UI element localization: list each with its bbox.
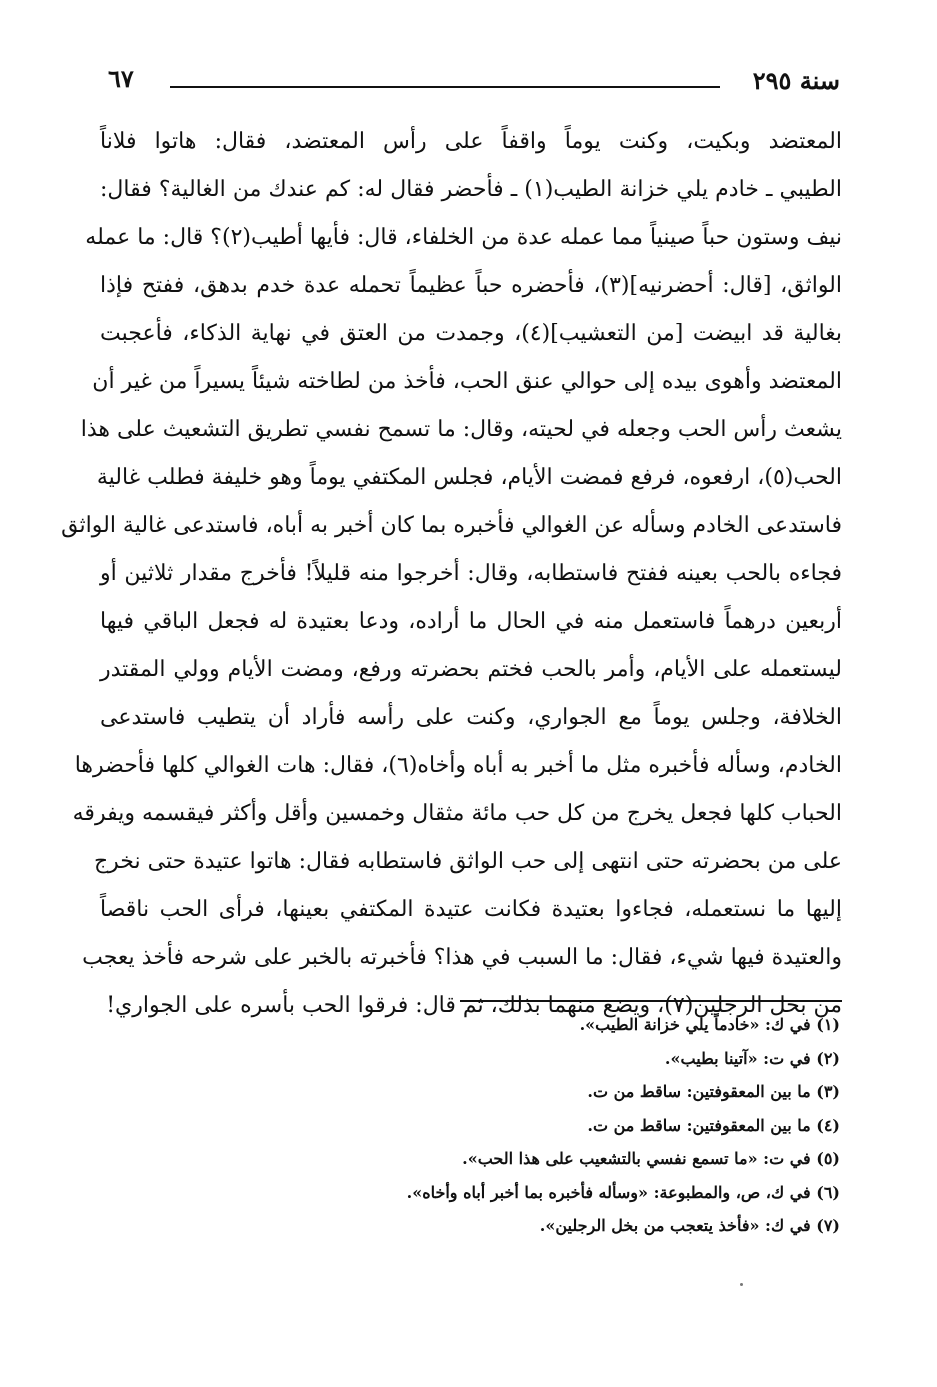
body-line: فاستدعى الخادم وسأله عن الغوالي فأخبره بما كان أخبر به أباه، فاستدعى غالية الواثق [61,513,842,538]
footnote: (١) في ك: «خادماً يلي خزانة الطيب». [579,1015,840,1034]
running-title: سنة ٢٩٥ [752,66,840,95]
body-line: على من بحضرته حتى انتهى إلى حب الواثق فاستطابه فقال: هاتوا عتيدة حتى نخرج [93,849,842,874]
body-line: المعتضد وأهوى بيده إلى حوالي عنق الحب، فأخذ من لطاخته شيئاً يسيراً من غير أن [92,369,842,394]
body-line: والعتيدة فيها شيء، فقال: ما السبب في هذا؟ فأخبرته بالخبر على شرحه فأخذ يعجب [82,945,842,970]
footnote: (٤) ما بين المعقوفتين: ساقط من ت. [587,1115,840,1135]
body-line: الخادم، وسأله فأخبره مثل ما أخبر به أباه وأخاه(٦)، فقال: هات الغوالي كلها فأحضرها [74,753,842,778]
body-line: إليها ما نستعمله، فجاءوا بعتيدة فكانت عتيدة المكتفي بعينها، فرأى الحب ناقصاً [100,897,842,922]
body-line: أربعين درهماً فاستعمل منه في الحال ما أراده، ودعا بعتيدة له فجعل الباقي فيها [100,609,842,634]
body-line: الواثق، [قال: أحضرنيه](٣)، فأحضره حباً عظيماً تحمله عدة خدم بدهق، ففتح فإذا [100,273,843,298]
body-line: يشعث رأس الحب وجعله في لحيته، وقال: ما تسمح نفسي تطريق التشعيث على هذا [80,417,842,442]
body-line: نيف وستون حباً صينياً مما عمله عدة من الخلفاء، قال: فأيها أطيب(٢)؟ قال: ما عمله [85,225,842,250]
body-line: الطيبي ـ خادم يلي خزانة الطيب(١) ـ فأحضر فقال له: كم عندك من الغالية؟ فقال: [100,177,842,202]
page-number: ٦٧ [108,64,134,93]
footnote: (٧) في ك: «فأخذ يتعجب من بخل الرجلين». [539,1216,840,1235]
header-rule [170,86,720,88]
page-header [108,62,840,102]
body-line: فجاءه بالحب بعينه ففتح فاستطابه، وقال: أخرجوا منه قليلاً! فأخرج مقدار ثلاثين أو [100,561,842,586]
footnote: (٥) في ت: «ما تسمع نفسي بالتشعيب على هذا الحب». [462,1149,840,1168]
body-line: من بخل الرجلين(٧)، ويضع منهما بذلك، ثم قال: فرقوا الحب بأسره على الجواري! [106,993,842,1018]
footnote: (٢) في ت: «آتينا بطيب». [664,1048,840,1068]
footnote: (٣) ما بين المعقوفتين: ساقط من ت. [587,1082,840,1101]
footnote-separator [460,1000,842,1002]
body-line: الحباب كلها فجعل يخرج من كل حب مائة مثقال وخمسين وأقل وأكثر فيقسمه ويفرقه [72,801,842,826]
scan-speck [740,1283,743,1286]
body-line: المعتضد وبكيت، وكنت يوماً واقفاً على رأس المعتضد، فقال: هاتوا فلاناً [100,129,842,154]
body-line: الخلافة، وجلس يوماً مع الجواري، وكنت على رأسه فأراد أن يتطيب فاستدعى [100,705,842,730]
footnotes [300,1008,840,1243]
footnote: (٦) في ك، ص، والمطبوعة: «وسأله فأخبره بما أخبر أباه وأخاه». [406,1182,840,1202]
body-line: ليستعمله على الأيام، وأمر بالحب فختم بحضرته ورفع، ومضت الأيام وولي المقتدر [100,657,842,682]
body-line: بغالية قد ابيضت [من التعشيب](٤)، وجمدت من العتق في نهاية الذكاء، فأعجبت [100,321,843,346]
body-line: الحب(٥)، ارفعوه، فرفع فمضت الأيام، فجلس المكتفي يوماً وهو خليفة فطلب غالية [96,465,842,490]
body-text [61,118,843,1030]
